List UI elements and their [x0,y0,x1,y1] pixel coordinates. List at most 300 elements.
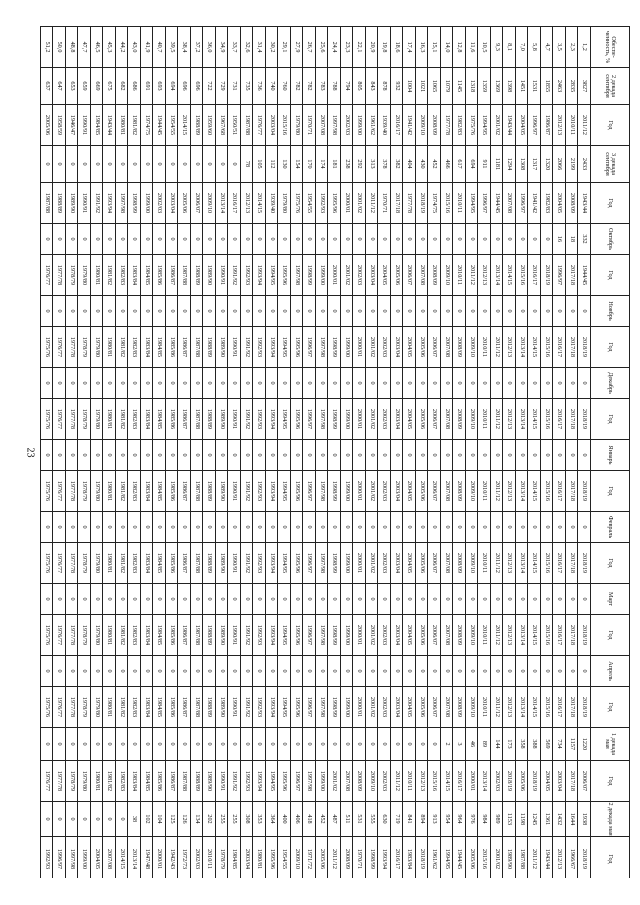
table-cell: 358 [516,728,529,761]
table-cell: 1980/81 [91,761,104,802]
table-cell: 2009/10 [291,837,304,879]
table-cell: 0 [178,224,191,255]
table-cell: 2005/06 [416,327,429,368]
table-cell: 0 [166,296,179,327]
table-cell: 2011/12 [466,255,479,296]
table-cell: 0 [141,224,154,255]
table-cell: 2018/19 [578,837,591,879]
column-header: Январь [591,440,630,471]
table-cell: 2008/09 [428,255,441,296]
table-cell: 1997/98 [316,687,329,728]
table-cell: 1983/84 [141,399,154,440]
table-cell: 2011/12 [491,399,504,440]
table-cell: 31,4 [253,27,266,68]
table-cell: 0 [353,728,366,761]
table-cell: 2007/08 [341,761,354,802]
table-cell: 0 [491,656,504,687]
table-cell: 1989/90 [216,687,229,728]
column-header: 3 декада сентября [591,146,630,183]
table-cell: 0 [166,584,179,615]
table-cell: 202 [203,802,216,837]
table-cell: 2015/16 [516,255,529,296]
table-cell: 760 [278,68,291,105]
table-cell: 0 [191,368,204,399]
table-cell: 736 [253,68,266,105]
table-cell: 46 [466,728,479,761]
table-cell: 2009/10 [466,327,479,368]
table-cell: 0 [103,368,116,399]
table-cell: 1970/71 [378,183,391,224]
table-cell: 1976/77 [53,471,66,512]
table-cell: 2017/18 [566,399,579,440]
table-cell: 0 [428,512,441,543]
table-cell: 0 [428,584,441,615]
table-cell: 2013/14 [491,255,504,296]
table-cell: 2006/07 [428,615,441,656]
table-cell: 694 [166,68,179,105]
table-cell: 126 [178,802,191,837]
table-cell: 2004/05 [403,327,416,368]
table-cell: 0 [378,512,391,543]
table-cell: 2015/16 [541,615,554,656]
table-cell: 1988/89 [203,399,216,440]
table-cell: 2001/02 [491,837,504,879]
table-cell: 2001/02 [366,687,379,728]
table-cell: 0 [341,512,354,543]
table-cell: 1984/85 [153,399,166,440]
table-row [91,27,104,879]
table-cell: 0 [41,296,54,327]
table-cell: 2017/18 [566,471,579,512]
table-cell: 1320 [541,146,554,183]
table-cell: 0 [316,512,329,543]
table-cell: 2012/13 [478,255,491,296]
table-cell: 0 [341,728,354,761]
table-cell: 989 [491,802,504,837]
table-cell: 722 [203,68,216,105]
table-cell: 19,8 [378,27,391,68]
table-cell: 1975/76 [41,543,54,584]
table-cell: 1998/99 [328,327,341,368]
table-cell: 1990/91 [228,327,241,368]
table-cell: 0 [266,224,279,255]
table-cell: 0 [66,296,79,327]
table-cell: 39,5 [166,27,179,68]
column-header: Обеспе-ченность, % [591,27,630,68]
table-cell: 0 [253,440,266,471]
table-cell: 0 [366,728,379,761]
table-cell: 0 [478,440,491,471]
table-cell: 0 [391,656,404,687]
table-cell: 0 [41,584,54,615]
table-cell: 1994/95 [478,105,491,146]
table-cell: 0 [53,802,66,837]
table-cell: 1972/73 [178,837,191,879]
table-cell: 1992/93 [41,837,54,879]
table-cell: 1976/77 [53,687,66,728]
table-cell: 0 [241,728,254,761]
table-cell: 1996/97 [553,255,566,296]
table-cell: 1975/76 [41,471,54,512]
table-cell: 0 [41,512,54,543]
table-cell: 1991/92 [241,687,254,728]
table-cell: 2000/01 [353,615,366,656]
table-cell: 1992/93 [253,399,266,440]
table-cell: 0 [41,728,54,761]
table-cell: 1993/94 [266,543,279,584]
table-cell: 1990/91 [216,255,229,296]
table-cell: 45,3 [103,27,116,68]
table-cell: 0 [66,656,79,687]
table-cell: 134 [191,802,204,837]
table-cell: 1982/83 [128,615,141,656]
table-cell: 2014/15 [528,543,541,584]
table-cell: 16 [553,224,566,255]
column-header: Год [591,837,630,879]
table-cell: 2010/11 [478,327,491,368]
table-cell: 0 [391,224,404,255]
table-cell: 696 [178,68,191,105]
table-cell: 2013/14 [516,399,529,440]
table-cell: 2012/13 [503,615,516,656]
table-cell: 0 [91,440,104,471]
table-cell: 0 [353,512,366,543]
table-cell: 0 [41,656,54,687]
table-cell: 0 [378,584,391,615]
table-row [303,27,316,879]
table-cell: 0 [153,368,166,399]
table-cell: 1997/98 [316,471,329,512]
table-cell: 43,0 [128,27,141,68]
table-cell: 2003/04 [391,327,404,368]
table-cell: 694 [466,146,479,183]
table-cell: 2018/19 [578,471,591,512]
table-cell: 15,1 [428,27,441,68]
table-cell: 0 [153,146,166,183]
table-cell: 1997/98 [303,761,316,802]
table-cell: 0 [116,146,129,183]
table-cell: 1976/77 [53,327,66,368]
table-cell: 1982/83 [128,399,141,440]
table-cell: 1987/88 [191,687,204,728]
table-cell: 0 [78,802,91,837]
table-cell: 1997/98 [316,543,329,584]
table-cell: 1944/45 [453,837,466,879]
table-cell: 1992/93 [241,255,254,296]
table-row [116,27,129,879]
table-cell: 2000/01 [353,327,366,368]
table-cell: 1975/76 [291,183,304,224]
table-row [416,27,429,879]
table-cell: 0 [503,440,516,471]
table-cell: 1982/83 [128,327,141,368]
table-cell: 2004/05 [403,615,416,656]
table-cell: 1986/87 [166,255,179,296]
table-cell: 1985/86 [166,327,179,368]
table-cell: 173 [503,728,516,761]
table-cell: 2003/04 [391,399,404,440]
table-cell: 2013/14 [516,687,529,728]
table-cell: 2011/12 [491,543,504,584]
table-cell: 1977/78 [66,327,79,368]
table-cell: 2006/07 [403,255,416,296]
table-cell: 1994/95 [278,399,291,440]
table-cell: 0 [266,656,279,687]
table-cell: 1970/71 [353,837,366,879]
table-cell: 1993/94 [378,837,391,879]
table-cell: 1954/55 [278,837,291,879]
table-cell: 105 [253,146,266,183]
table-cell: 1979/80 [78,761,91,802]
table-cell: 2018/19 [578,615,591,656]
table-cell: 2433 [578,146,591,183]
table-cell: 0 [453,224,466,255]
table-row [153,27,166,879]
table-cell: 0 [528,224,541,255]
table-cell: 0 [178,512,191,543]
table-cell: 0 [128,512,141,543]
table-row [191,27,204,879]
table-cell: 1999/00 [316,761,329,802]
table-cell: 1995/96 [278,255,291,296]
table-cell: 0 [503,368,516,399]
table-cell: 2013/14 [216,183,229,224]
table-cell: 0 [566,296,579,327]
table-cell: 2008/09 [453,615,466,656]
table-cell: 2011/12 [491,687,504,728]
table-cell: 2015/16 [478,837,491,879]
table-cell: 1990/91 [228,543,241,584]
table-cell: 2002/03 [378,399,391,440]
table-cell: 0 [278,512,291,543]
table-cell: 1995/96 [278,761,291,802]
table-cell: 0 [128,728,141,761]
table-cell: 0 [128,368,141,399]
table-cell: 682 [116,68,129,105]
table-cell: 1988/89 [203,615,216,656]
table-cell: 0 [403,368,416,399]
table-cell: 2002/03 [378,327,391,368]
table-cell: 2013/14 [516,471,529,512]
table-row [216,27,229,879]
table-cell: 964 [453,802,466,837]
table-cell: 2008/09 [453,399,466,440]
table-cell: 1982/83 [116,761,129,802]
table-cell: 2018/19 [541,255,554,296]
table-cell: 2011/12 [491,471,504,512]
table-cell: 1986/87 [166,761,179,802]
table-cell: 1947/48 [141,837,154,879]
table-cell: 46,5 [91,27,104,68]
table-cell: 1991/92 [241,399,254,440]
table-cell: 1977/78 [53,761,66,802]
table-cell: 2015/16 [278,105,291,146]
table-cell: 0 [391,728,404,761]
table-cell: 18,6 [391,27,404,68]
table-cell: 1989/90 [66,183,79,224]
table-cell: 1294 [503,146,516,183]
table-cell: 0 [391,584,404,615]
table-cell: 669 [91,68,104,105]
table-cell: 2008/09 [453,471,466,512]
table-cell: 2463 [553,68,566,105]
table-cell: 1978/79 [66,255,79,296]
table-cell: 1318 [466,68,479,105]
table-cell: 0 [203,440,216,471]
table-cell: 0 [516,584,529,615]
table-cell: 1982/83 [116,255,129,296]
table-cell: 0 [341,368,354,399]
table-cell: 1985/86 [166,399,179,440]
table-cell: 78 [241,146,254,183]
table-cell: 2018/19 [528,761,541,802]
table-cell: 1985/86 [153,761,166,802]
table-cell: 0 [116,728,129,761]
table-cell: 0 [303,512,316,543]
table-cell: 1971/72 [303,837,316,879]
table-cell: 0 [391,512,404,543]
table-cell: 1988/89 [191,761,204,802]
table-cell: 382 [391,146,404,183]
table-cell: 2006/07 [578,761,591,802]
table-cell: 0 [216,368,229,399]
table-cell: 1220 [578,728,591,761]
table-cell: 1983/84 [128,761,141,802]
table-cell: 0 [228,224,241,255]
table-cell: 1982/83 [128,687,141,728]
table-cell: 1980/81 [91,255,104,296]
table-cell: 2001/02 [341,255,354,296]
table-cell: 2017/18 [566,761,579,802]
table-cell: 1938 [578,802,591,837]
table-cell: 1993/94 [253,255,266,296]
table-cell: 1998/99 [328,399,341,440]
table-cell: 1993/94 [266,327,279,368]
table-cell: 2015/16 [428,761,441,802]
table-cell: 0 [391,440,404,471]
table-row [141,27,154,879]
table-cell: 18 [566,224,579,255]
table-cell: 1996/97 [303,687,316,728]
table-cell: 1993/94 [266,471,279,512]
table-cell: 0 [391,296,404,327]
table-cell: 1983/84 [141,615,154,656]
table-row [228,27,241,879]
table-cell: 0 [291,440,304,471]
table-cell: 2007/08 [441,543,454,584]
table-cell: 2001/02 [366,399,379,440]
table-cell: 1996/97 [291,761,304,802]
table-row [291,27,304,879]
table-cell: 0 [141,296,154,327]
table-cell: 0 [566,368,579,399]
table-cell: 2004/05 [553,183,566,224]
table-cell: 1991/92 [241,327,254,368]
table-cell: 2003/04 [391,615,404,656]
table-cell: 1943/44 [503,105,516,146]
table-cell: 0 [78,584,91,615]
table-cell: 1998/99 [303,255,316,296]
table-cell: 0 [328,584,341,615]
table-cell: 1976/77 [253,105,266,146]
table-cell: 0 [341,224,354,255]
table-cell: 0 [153,296,166,327]
table-cell: 27,9 [291,27,304,68]
table-cell: 2008/09 [453,543,466,584]
table-cell: 40,7 [153,27,166,68]
table-cell: 1995/96 [291,615,304,656]
table-row [103,27,116,879]
table-cell: 0 [491,440,504,471]
table-cell: 1999/00 [78,837,91,879]
table-cell: 2001/02 [366,471,379,512]
table-cell: 1984/85 [141,255,154,296]
table-cell: 2001/02 [366,615,379,656]
table-cell: 308 [241,802,254,837]
table-cell: 1994/95 [278,687,291,728]
table-cell: 1999/00 [353,105,366,146]
table-cell: 14,0 [441,27,454,68]
table-cell: 1987/88 [191,471,204,512]
table-cell: 418 [303,802,316,837]
table-cell: 2016/17 [453,761,466,802]
table-cell: 0 [166,146,179,183]
table-cell: 0 [116,802,129,837]
table-cell: 2006/07 [428,687,441,728]
table-cell: 0 [366,296,379,327]
table-cell: 2018/19 [416,837,429,879]
table-cell: 511 [341,802,354,837]
table-cell: 0 [141,584,154,615]
table-cell: 2004/05 [516,105,529,146]
table-cell: 0 [541,368,554,399]
table-cell: 0 [566,584,579,615]
table-cell: 2011/12 [391,761,404,802]
table-cell: 1989/90 [503,837,516,879]
table-cell: 2018/19 [578,327,591,368]
column-header: Декабрь [591,368,630,399]
table-row [178,27,191,879]
table-cell: 2004/05 [403,399,416,440]
table-cell: 0 [278,296,291,327]
table-cell: 1970/71 [303,105,316,146]
table-cell: 2000/01 [328,255,341,296]
table-cell: 2005/06 [416,399,429,440]
table-cell: 0 [541,512,554,543]
table-cell: 0 [428,224,441,255]
table-cell: 1157 [566,728,579,761]
table-cell: 0 [516,440,529,471]
table-cell: 1992/93 [253,543,266,584]
table-cell: 0 [366,512,379,543]
table-cell: 0 [103,656,116,687]
table-cell: 1975/76 [41,327,54,368]
table-cell: 0 [203,512,216,543]
table-cell: 2018/19 [578,687,591,728]
table-cell: 2000/01 [353,471,366,512]
table-cell: 0 [91,802,104,837]
table-cell: 2007/08 [316,105,329,146]
table-cell: 0 [128,296,141,327]
table-cell: 0 [316,728,329,761]
table-cell: 0 [116,584,129,615]
table-cell: 1993/94 [266,615,279,656]
table-cell: 2016/17 [228,183,241,224]
table-cell: 2012/13 [241,183,254,224]
table-cell: 1986/87 [178,687,191,728]
table-cell: 1941/42 [403,105,416,146]
table-cell: 1995/96 [291,687,304,728]
